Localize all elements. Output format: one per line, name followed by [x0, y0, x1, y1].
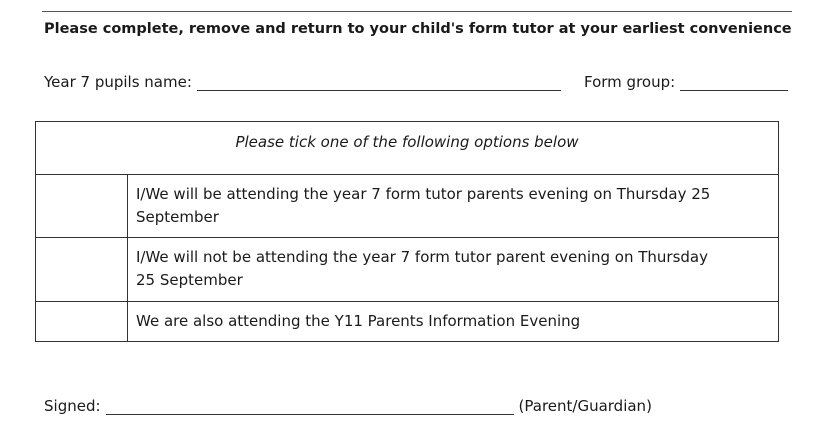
option-label-not-attending: I/We will not be attending the year 7 form tutor parent evening on Thursday 25 September: [136, 248, 708, 289]
option-label-attending: I/We will be attending the year 7 form tutor parents evening on Thursday 25 September: [136, 185, 711, 226]
pupil-name-row: [44, 73, 561, 91]
signature-field[interactable]: [106, 399, 514, 415]
form-group-field[interactable]: [680, 75, 788, 91]
option-row-not-attending: [36, 238, 778, 302]
cut-line-divider: [42, 11, 792, 12]
form-heading: Please complete, remove and return to your child's form tutor at your earliest convenience: [44, 21, 792, 37]
form-group-label: Form group:: [584, 73, 676, 91]
option-label-y11-evening: We are also attending the Y11 Parents Information Evening: [136, 312, 581, 330]
option-row-attending: [36, 175, 778, 238]
signed-label: Signed:: [44, 397, 101, 415]
options-table-header: Please tick one of the following options below: [36, 122, 778, 175]
option-row-y11-evening: [36, 302, 778, 341]
pupil-name-field[interactable]: [197, 75, 561, 91]
tick-box-y11-evening[interactable]: [36, 302, 128, 341]
signed-suffix: (Parent/Guardian): [518, 397, 652, 415]
pupil-name-label: Year 7 pupils name:: [44, 73, 192, 91]
tick-box-not-attending[interactable]: [36, 238, 128, 301]
options-table: [35, 121, 779, 342]
signature-row: [44, 397, 652, 415]
form-group-row: [584, 73, 788, 91]
tick-box-attending[interactable]: [36, 175, 128, 237]
